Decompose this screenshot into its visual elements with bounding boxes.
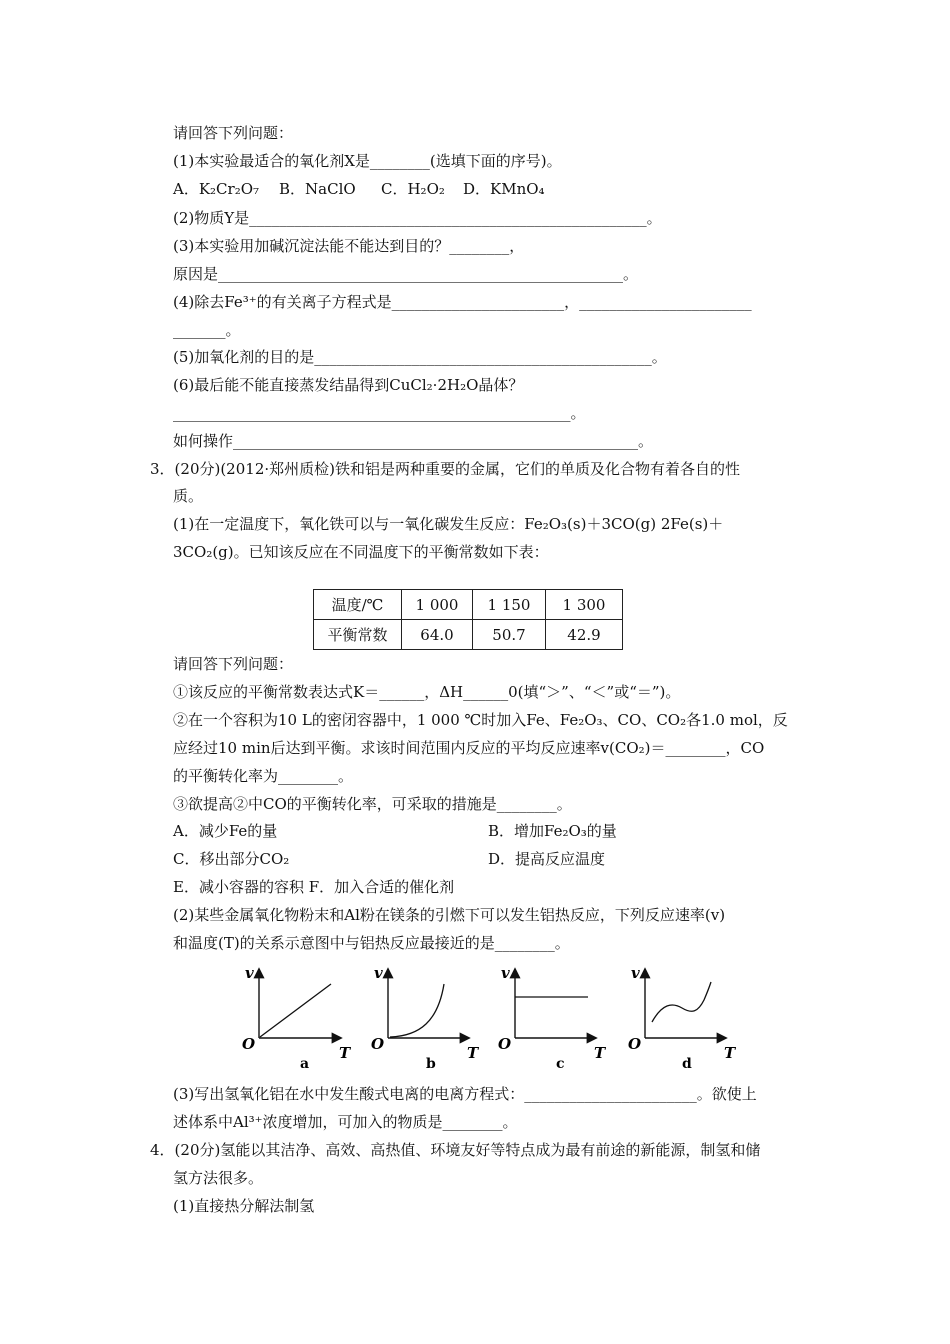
q2-part6-answer-line: _____________________________________________________。 [173, 404, 586, 422]
q2-part6-operation: 如何操作______________________________________________________。 [173, 432, 654, 450]
q3-item2-cont: 应经过10 min后达到平衡。求该时间范围内反应的平均反应速率v(CO₂)＝________，CO [173, 739, 765, 757]
q3-option-ef: E．减小容器的容积 F．加入合适的催化剂 [173, 878, 455, 896]
q3-sub2-cont: 和温度(T)的关系示意图中与铝热反应最接近的是________。 [173, 934, 570, 952]
table-cell: 1 150 [473, 590, 546, 620]
q3-intro: 请回答下列问题： [173, 655, 294, 673]
q3-sub3: (3)写出氢氧化铝在水中发生酸式电离的电离方程式：_______________________。欲使上 [173, 1085, 757, 1103]
graph-b-caption: b [426, 1056, 436, 1072]
graph-a-curve [260, 984, 331, 1037]
q2-part6: (6)最后能不能直接蒸发结晶得到CuCl₂·2H₂O晶体？ [173, 376, 524, 394]
table-row [314, 590, 623, 620]
q2-part3-reason: 原因是______________________________________________________。 [173, 265, 639, 283]
equilibrium-constant-table [313, 589, 623, 650]
graph-b [371, 966, 480, 1072]
graph-a-origin-label: O [242, 1035, 256, 1053]
q4-heading: 4．(20分)氢能以其洁净、高效、高热值、环境友好等特点成为最有前途的新能源，制氢和储 [150, 1141, 761, 1159]
q2-part5: (5)加氧化剂的目的是_____________________________________________。 [173, 348, 667, 366]
q3-sub3-cont: 述体系中Al³⁺浓度增加，可加入的物质是________。 [173, 1113, 518, 1131]
graph-d-caption: d [682, 1056, 692, 1072]
q2-part4-cont: _______。 [173, 321, 241, 339]
table-cell: 1 300 [546, 590, 623, 620]
graph-b-v-label: v [374, 966, 383, 982]
q3-sub1-cont: 3CO₂(g)。已知该反应在不同温度下的平衡常数如下表： [173, 543, 549, 561]
q2-intro: 请回答下列问题： [173, 124, 294, 142]
graph-c-origin-label: O [498, 1035, 512, 1053]
table-cell: 64.0 [402, 620, 473, 650]
graph-c-caption: c [556, 1056, 565, 1072]
q2-part3-question: (3)本实验用加碱沉淀法能不能达到目的？________， [173, 237, 525, 255]
graph-a-v-label: v [245, 966, 254, 982]
q4-sub1: (1)直接热分解法制氢 [173, 1197, 315, 1215]
graph-b-t-label: T [467, 1044, 479, 1062]
q3-item2: ②在一个容积为10 L的密闭容器中，1 000 ℃时加入Fe、Fe₂O₃、CO、CO₂各1.0 mol，反 [173, 711, 788, 729]
graph-d-curve [652, 982, 711, 1022]
graph-d-v-label: v [631, 966, 640, 982]
graph-d-origin-label: O [628, 1035, 642, 1053]
table-cell: 1 000 [402, 590, 473, 620]
graph-a-caption: a [300, 1056, 310, 1072]
q2-part1: (1)本实验最适合的氧化剂X是________(选填下面的序号)。 [173, 152, 562, 170]
q3-option-c: C．移出部分CO₂ [173, 850, 290, 868]
q3-option-d: D．提高反应温度 [488, 850, 606, 868]
q3-heading-cont: 质。 [173, 487, 204, 505]
table-cell: 42.9 [546, 620, 623, 650]
q3-option-b: B．增加Fe₂O₃的量 [488, 822, 617, 840]
q2-option-b: B．NaClO [279, 180, 356, 198]
table-cell: 温度/℃ [314, 590, 402, 620]
graph-c-t-label: T [594, 1044, 606, 1062]
q4-heading-cont: 氢方法很多。 [173, 1169, 264, 1187]
q3-item2-cont2: 的平衡转化率为________。 [173, 767, 354, 785]
q3-sub2: (2)某些金属氧化物粉末和Al粉在镁条的引燃下可以发生铝热反应，下列反应速率(v) [173, 906, 726, 924]
graph-b-origin-label: O [371, 1035, 385, 1053]
graph-d-t-label: T [724, 1044, 736, 1062]
q2-part2: (2)物质Y是_____________________________________________________。 [173, 209, 662, 227]
table-cell: 50.7 [473, 620, 546, 650]
graph-a-t-label: T [339, 1044, 351, 1062]
q3-sub1: (1)在一定温度下，氧化铁可以与一氧化碳发生反应：Fe₂O₃(s)＋3CO(g) 2Fe(s)＋ [173, 515, 724, 533]
q3-item3: ③欲提高②中CO的平衡转化率，可采取的措施是________。 [173, 795, 572, 813]
q2-part4: (4)除去Fe³⁺的有关离子方程式是_______________________，_______________________ [173, 293, 752, 311]
q3-heading: 3．(20分)(2012·郑州质检)铁和铝是两种重要的金属，它们的单质及化合物有着各自的性 [150, 460, 740, 478]
table-row [314, 620, 623, 650]
graph-b-curve [390, 984, 444, 1037]
graph-d [628, 966, 737, 1072]
q2-option-a: A．K₂Cr₂O₇ [173, 180, 260, 198]
table-cell: 平衡常数 [314, 620, 402, 650]
rate-temperature-graphs [240, 966, 740, 1076]
q2-option-d: D．KMnO₄ [463, 180, 545, 198]
graph-a [242, 966, 352, 1072]
graph-c-v-label: v [501, 966, 510, 982]
q3-option-a: A．减少Fe的量 [173, 822, 278, 840]
q2-option-c: C．H₂O₂ [381, 180, 445, 198]
q3-item1: ①该反应的平衡常数表达式K＝______，ΔH______0(填“＞”、“＜”或“＝”)。 [173, 683, 681, 701]
graph-c [498, 966, 607, 1072]
